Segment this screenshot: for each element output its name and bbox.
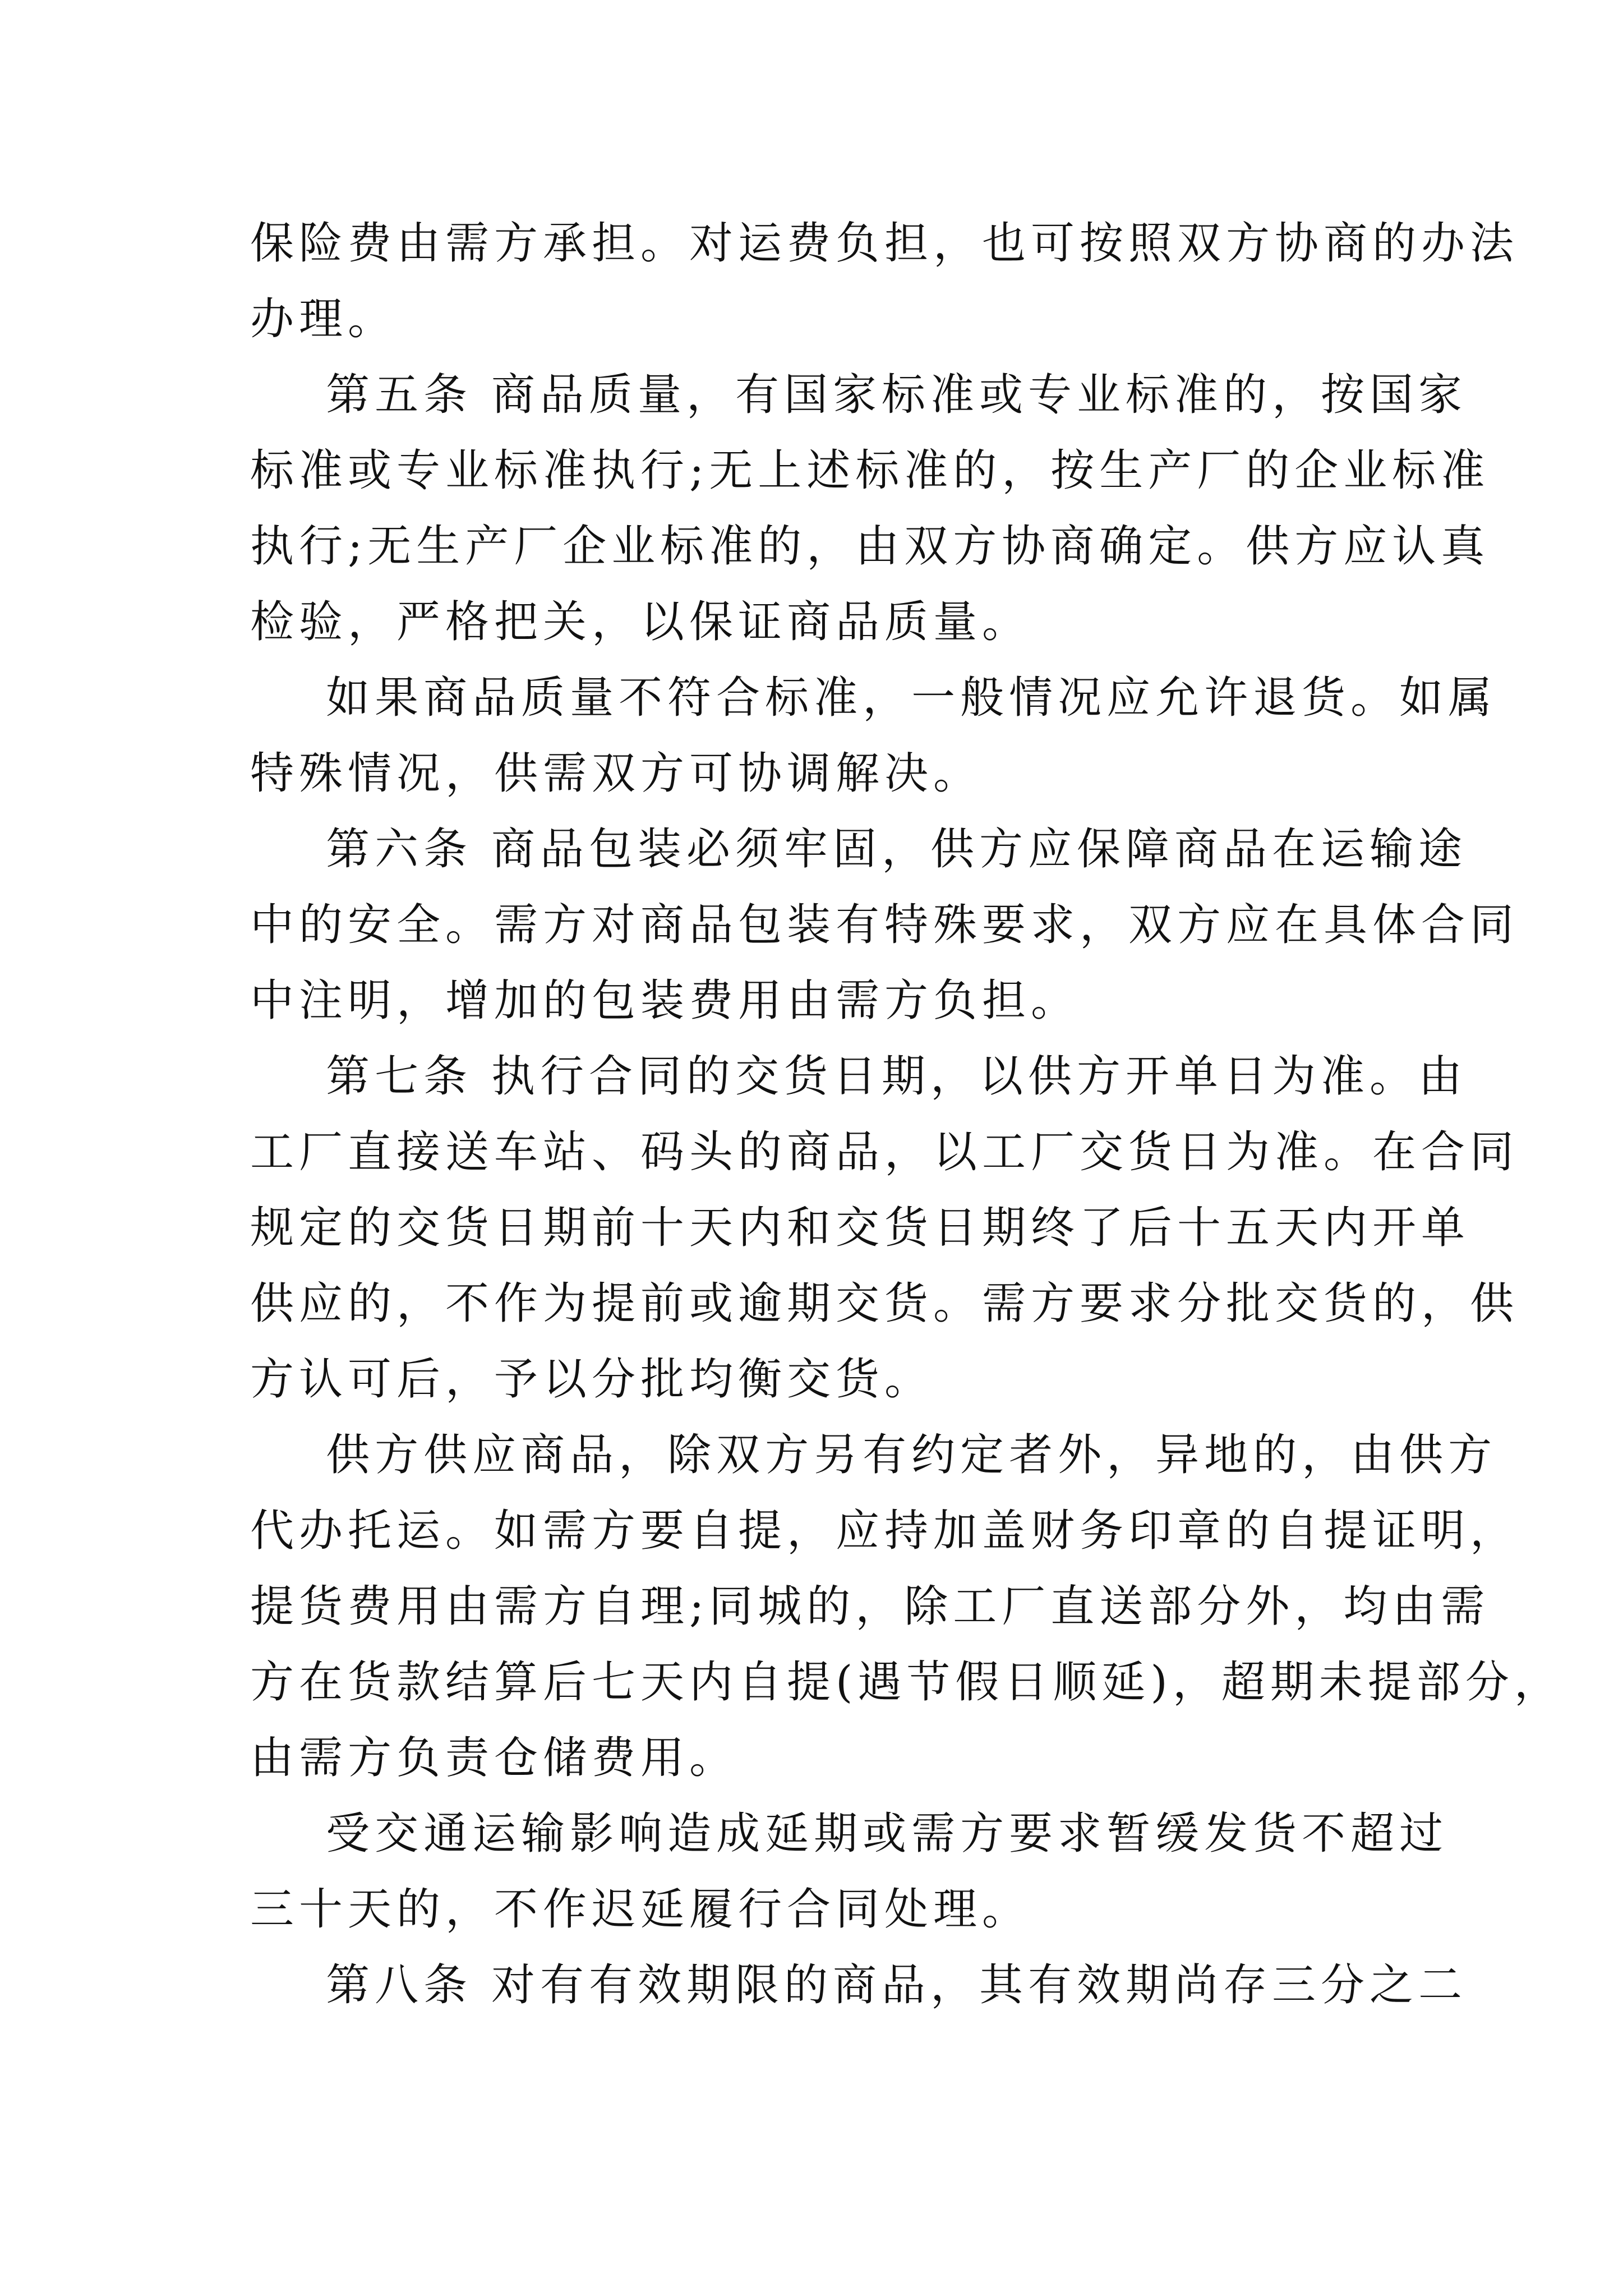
text-line: 如果商品质量不符合标准，一般情况应允许退货。如属 [250,673,1497,723]
text-line: 中的安全。需方对商品包装有特殊要求，双方应在具体合同 [250,900,1519,950]
text-line: 提货费用由需方自理;同城的，除工厂直送部分外，均由需 [250,1581,1490,1632]
text-line: 中注明，增加的包装费用由需方负担。 [250,976,1080,1026]
text-line: 规定的交货日期前十天内和交货日期终了后十五天内开单 [250,1203,1470,1253]
text-line: 检验，严格把关，以保证商品质量。 [250,597,1031,647]
text-line: 三十天的，不作迟延履行合同处理。 [250,1884,1031,1935]
text-line: 标准或专业标准执行;无上述标准的，按生产厂的企业标准 [250,445,1490,496]
text-line: 代办托运。如需方要自提，应持加盖财务印章的自提证明， [250,1506,1519,1556]
text-line: 特殊情况，供需双方可协调解决。 [250,748,983,799]
text-line: 第八条 对有有效期限的商品，其有效期尚存三分之二 [250,1960,1467,2010]
text-line: 第五条 商品质量，有国家标准或专业标准的，按国家 [250,370,1467,420]
text-line: 办理。 [250,294,397,344]
text-line: 供方供应商品，除双方另有约定者外，异地的，由供方 [250,1430,1497,1480]
text-line: 方在货款结算后七天内自提(遇节假日顺延)，超期未提部分， [250,1657,1563,1708]
text-line: 第七条 执行合同的交货日期，以供方开单日为准。由 [250,1051,1467,1102]
text-line: 供应的，不作为提前或逾期交货。需方要求分批交货的，供 [250,1278,1519,1329]
text-line: 方认可后，予以分批均衡交货。 [250,1354,934,1405]
text-line: 由需方负责仓储费用。 [250,1733,739,1783]
text-line: 执行;无生产厂企业标准的，由双方协商确定。供方应认真 [250,521,1490,572]
text-line: 保险费由需方承担。对运费负担，也可按照双方协商的办法 [250,218,1519,269]
text-line: 第六条 商品包装必须牢固，供方应保障商品在运输途 [250,824,1467,875]
text-line: 受交通运输影响造成延期或需方要求暂缓发货不超过 [250,1809,1449,1859]
text-line: 工厂直接送车站、码头的商品，以工厂交货日为准。在合同 [250,1127,1519,1177]
